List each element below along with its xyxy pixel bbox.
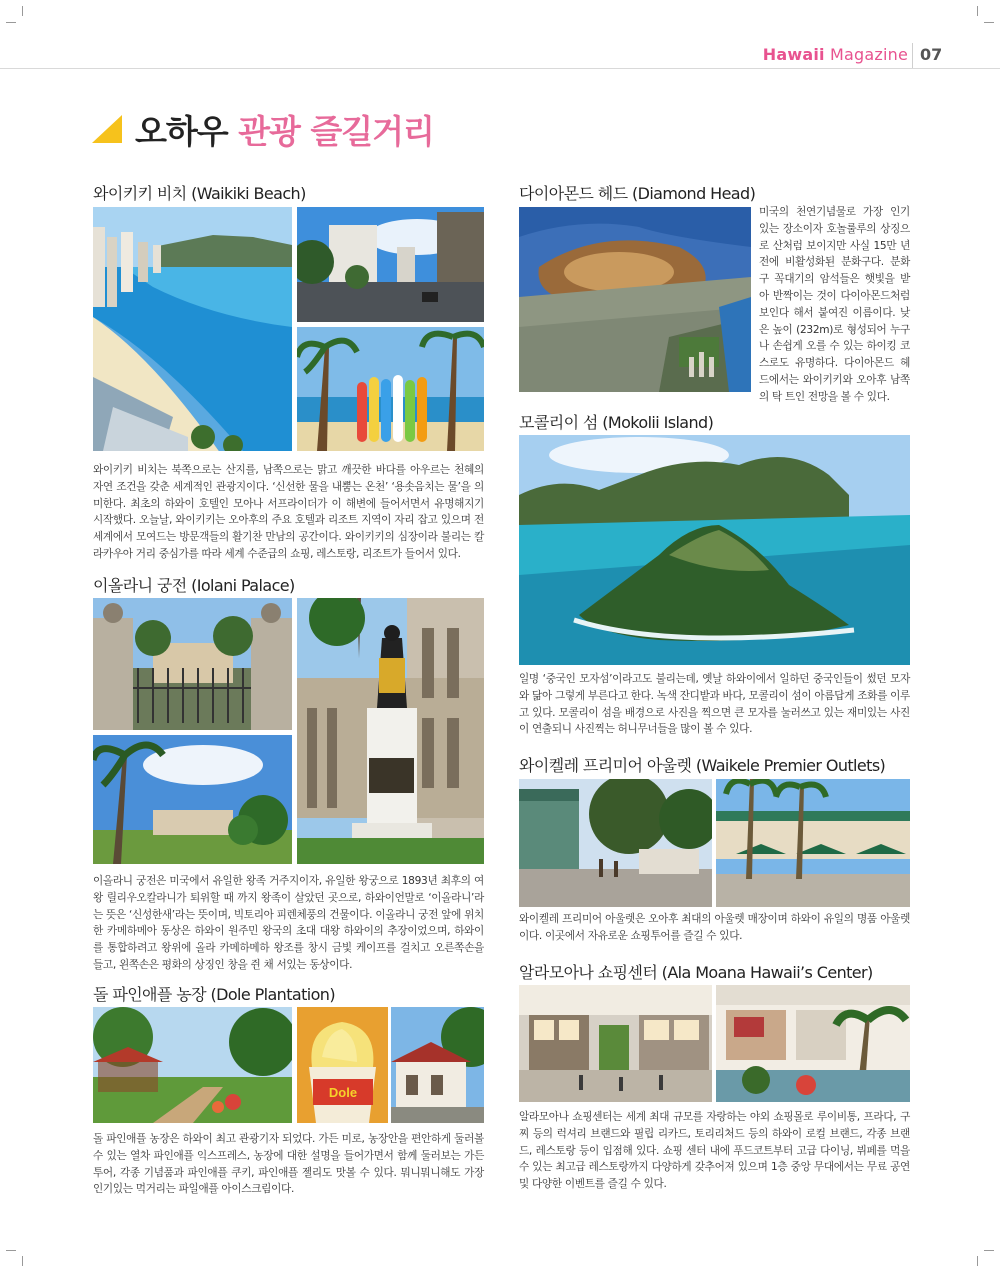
section-heading-iolani: 이올라니 궁전 (Iolani Palace): [93, 576, 295, 595]
crop-mark: [22, 1256, 23, 1266]
kamehameha-statue-photo: [297, 598, 484, 864]
ala-moana-mall-photo-1: [519, 985, 712, 1102]
magazine-brand: [763, 45, 908, 64]
section-heading-waikiki: 와이키키 비치 (Waikiki Beach): [93, 184, 306, 203]
crop-mark: [977, 1256, 978, 1266]
mokolii-island-photo: [519, 435, 910, 665]
brand-light: Magazine: [830, 45, 908, 64]
dole-cup-label: Dole: [328, 1085, 358, 1100]
iolani-description: 이올라니 궁전은 미국에서 유일한 왕족 거주지이자, 유일한 왕궁으로 1893년 최후의 여왕 릴리우오칼라니가 퇴위할 때 까지 왕족이 살았던 곳으로, 하와이언말로 ‘이올라니’라는 뜻은 ‘신성한새’라는 뜻이며, 빅토리아 피렌체풍의 건물이다. 이올라니 궁전 앞에 위치한 카메하메아 동상은 하와이 원주민 왕국의 초대 대왕 하와이의 추장이었으며, 하와이를 통합하려고 왕위에 올라 카메하메하 왕조를 창시 금빛 케이프를 걸치고 오른쪽손을 들고, 왼쪽손은 평화의 상징인 창을 쥔 채 서있는 동상이다.: [93, 875, 484, 971]
section-heading-dole: 돌 파인애플 농장 (Dole Plantation): [93, 985, 335, 1004]
crop-mark: [984, 22, 994, 23]
triangle-icon: [92, 115, 122, 143]
iolani-gate-photo: [93, 598, 292, 730]
crop-mark: [6, 22, 16, 23]
ala-moana-mall-photo-2: [716, 985, 910, 1102]
section-heading-mokolii: 모콜리이 섬 (Mokolii Island): [519, 413, 714, 432]
crop-mark: [977, 6, 978, 16]
dole-description: 돌 파인애플 농장은 하와이 최고 관광기자 되었다. 가든 미로, 농장안을 편안하게 둘러볼 수 있는 열차 파인애플 익스프레스, 농장에 대한 설명을 들어가면서 함께 둘러보는 가든 투어, 각종 기념품과 파인애플 쿠키, 파인애플 젤리도 맛볼 수 있다. 뭐니뭐니해도 가장 인기있는 먹거리는 파일애플 아이스크림이다.: [93, 1133, 484, 1196]
diamond-head-description: 미국의 천연기념물로 가장 인기 있는 장소이자 호놀룰루의 상징으로 산처럼 보이지만 사실 15만 년 전에 비활성화된 분화구다. 분화구 꼭대기의 암석들은 햇빛을 받아 반짝이는 것이 다이아몬드처럼 보인다 해서 붙여진 이름이다. 낮은 높이 (232m)로 형성되어 누구나 손쉽게 오를 수 있는 하이킹 코스로도 유명하다. 다이아몬드 헤드에서는 와이키키와 오아후 남쪽의 탁 트인 전망을 볼 수 있다.: [759, 206, 910, 403]
section-heading-alamoana: 알라모아나 쇼핑센터 (Ala Moana Hawaii’s Center): [519, 963, 873, 982]
dole-garden-photo: [93, 1007, 292, 1123]
header-divider: [912, 43, 913, 69]
waikiki-street-photo: [297, 207, 484, 322]
waikiki-description: 와이키키 비치는 북쪽으로는 산지를, 남쪽으로는 맑고 깨끗한 바다를 아우르는 천혜의 자연 조건을 갖춘 세계적인 관광지이다. ‘신선한 물을 내뿜는 온천’ ‘용솟음치는 물’을 의미한다. 최초의 하와이 호텔인 모아나 서프라이더가 이 해변에 들어서면서 유명해지기 시작했다. 오늘날, 와이키키는 오아후의 주요 호텔과 리조트 지역이 자리 잡고 있으며 전 세계에서 모여드는 방문객들의 활기찬 만남의 공간이다. 와이키키의 심장이라 불리는 칼라카우아 거리 중심가를 따라 세계 수준급의 쇼핑, 레스토랑, 리조트가 들어서 있다.: [93, 464, 484, 560]
waikiki-surfboards-photo: [297, 327, 484, 451]
mokolii-description: 일명 ‘중국인 모자섬’이라고도 불리는데, 옛날 하와이에서 일하던 중국인들이 썼던 모자와 닮아 그렇게 부른다고 한다. 녹색 잔디밭과 바다, 모콜리이 섬이 아름답게 조화를 이루고 있다. 모콜리이 섬을 배경으로 사진을 찍으면 큰 모자를 눌러쓰고 있는 재미있는 사진이 연출되니 사진찍는 허니무너들을 많이 볼 수 있다.: [519, 673, 910, 736]
waikele-outlets-photo-1: [519, 779, 712, 907]
header-rule: [0, 68, 1000, 69]
crop-mark: [984, 1250, 994, 1251]
waikiki-beach-photo: [93, 207, 292, 451]
brand-bold: Hawaii: [762, 45, 825, 64]
title-main: 오하우: [135, 112, 228, 151]
waikele-description: 와이켈레 프리미어 아울렛은 오아후 최대의 아울렛 매장이며 하와이 유일의 명품 아울렛이다. 이곳에서 자유로운 쇼핑투어를 즐길 수 있다.: [519, 913, 910, 942]
page-number: 07: [920, 45, 943, 64]
diamond-head-aerial-photo: [519, 207, 751, 392]
title-accent: 관광 즐길거리: [238, 112, 434, 151]
crop-mark: [6, 1250, 16, 1251]
ala-moana-description: 알라모아나 쇼핑센터는 세계 최대 규모를 자랑하는 야외 쇼핑몰로 루이비통, 프라다, 구찌 등의 럭셔리 브랜드와 필립 리카드, 토리리처드 등의 하와이 로컬 브랜드, 각종 브랜드, 레스토랑 등이 입점해 있다. 쇼핑 센터 내에 푸드코트부터 고급 다이닝, 뷔페를 먹을 수 있는 최고급 레스토랑까지 다양하게 갖추어져 있으며 1층 중앙 무대에서는 무료 공연 및 다양한 이벤트를 즐길 수 있다.: [519, 1111, 910, 1191]
crop-mark: [22, 6, 23, 16]
page-title: [135, 106, 434, 153]
iolani-palace-photo: [93, 735, 292, 864]
section-heading-waikele: 와이켈레 프리미어 아울렛 (Waikele Premier Outlets): [519, 756, 886, 775]
waikele-outlets-photo-2: [716, 779, 910, 907]
section-heading-diamond: 다이아몬드 헤드 (Diamond Head): [519, 184, 756, 203]
dole-ice-cream-photo: [297, 1007, 388, 1123]
dole-building-photo: [391, 1007, 484, 1123]
